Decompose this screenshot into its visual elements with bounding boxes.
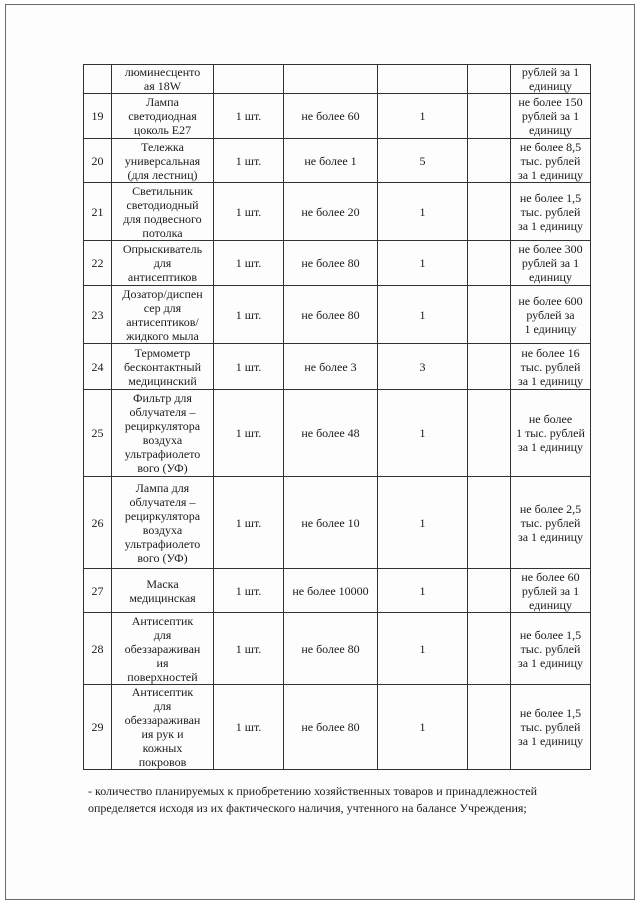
empty-cell bbox=[468, 65, 511, 94]
row-number: 26 bbox=[84, 477, 112, 569]
row-number: 29 bbox=[84, 685, 112, 770]
empty-cell bbox=[468, 569, 511, 613]
item-price: не более 1 тыс. рублей за 1 единицу bbox=[511, 390, 591, 477]
item-unit: 1 шт. bbox=[214, 94, 284, 139]
item-quantity bbox=[284, 65, 378, 94]
item-quantity: не более 20 bbox=[284, 183, 378, 241]
item-unit: 1 шт. bbox=[214, 613, 284, 685]
item-quantity: не более 3 bbox=[284, 344, 378, 390]
item-name: Лампа для облучателя – рециркулятора воздуха ультрафиолето вого (УФ) bbox=[112, 477, 214, 569]
empty-cell bbox=[468, 613, 511, 685]
item-price: не более 150 рублей за 1 единицу bbox=[511, 94, 591, 139]
item-name: Антисептик для обеззараживан ия поверхностей bbox=[112, 613, 214, 685]
table-row bbox=[84, 286, 591, 344]
item-name: люминесценто ая 18W bbox=[112, 65, 214, 94]
item-unit: 1 шт. bbox=[214, 390, 284, 477]
row-number: 20 bbox=[84, 139, 112, 183]
item-quantity: не более 10 bbox=[284, 477, 378, 569]
row-number: 27 bbox=[84, 569, 112, 613]
row-number: 23 bbox=[84, 286, 112, 344]
item-quantity: не более 48 bbox=[284, 390, 378, 477]
item-unit: 1 шт. bbox=[214, 241, 284, 286]
item-quantity: не более 80 bbox=[284, 685, 378, 770]
table-row bbox=[84, 569, 591, 613]
item-price: не более 2,5 тыс. рублей за 1 единицу bbox=[511, 477, 591, 569]
item-quantity: не более 1 bbox=[284, 139, 378, 183]
row-number: 19 bbox=[84, 94, 112, 139]
item-quantity: не более 60 bbox=[284, 94, 378, 139]
item-name: Дозатор/диспен сер для антисептиков/ жидкого мыла bbox=[112, 286, 214, 344]
item-unit: 1 шт. bbox=[214, 286, 284, 344]
supplies-table bbox=[83, 64, 591, 770]
table-row bbox=[84, 613, 591, 685]
item-name: Светильник светодиодный для подвесного потолка bbox=[112, 183, 214, 241]
item-term: 1 bbox=[378, 569, 468, 613]
row-number bbox=[84, 65, 112, 94]
item-price: не более 60 рублей за 1 единицу bbox=[511, 569, 591, 613]
table-row bbox=[84, 94, 591, 139]
empty-cell bbox=[468, 183, 511, 241]
item-unit: 1 шт. bbox=[214, 685, 284, 770]
item-quantity: не более 10000 bbox=[284, 569, 378, 613]
item-name: Маска медицинская bbox=[112, 569, 214, 613]
item-term: 3 bbox=[378, 344, 468, 390]
table-row bbox=[84, 65, 591, 94]
item-quantity: не более 80 bbox=[284, 286, 378, 344]
item-unit: 1 шт. bbox=[214, 344, 284, 390]
item-name: Фильтр для облучателя – рециркулятора воздуха ультрафиолето вого (УФ) bbox=[112, 390, 214, 477]
item-unit: 1 шт. bbox=[214, 477, 284, 569]
row-number: 28 bbox=[84, 613, 112, 685]
row-number: 24 bbox=[84, 344, 112, 390]
item-term: 1 bbox=[378, 94, 468, 139]
item-price: рублей за 1 единицу bbox=[511, 65, 591, 94]
item-price: не более 300 рублей за 1 единицу bbox=[511, 241, 591, 286]
table-row bbox=[84, 390, 591, 477]
empty-cell bbox=[468, 685, 511, 770]
item-unit bbox=[214, 65, 284, 94]
item-price: не более 16 тыс. рублей за 1 единицу bbox=[511, 344, 591, 390]
empty-cell bbox=[468, 94, 511, 139]
table-row bbox=[84, 241, 591, 286]
item-price: не более 600 рублей за 1 единицу bbox=[511, 286, 591, 344]
item-term: 5 bbox=[378, 139, 468, 183]
item-quantity: не более 80 bbox=[284, 613, 378, 685]
empty-cell bbox=[468, 344, 511, 390]
empty-cell bbox=[468, 477, 511, 569]
item-name: Термометр бесконтактный медицинский bbox=[112, 344, 214, 390]
item-term: 1 bbox=[378, 477, 468, 569]
item-term bbox=[378, 65, 468, 94]
item-term: 1 bbox=[378, 241, 468, 286]
table-row bbox=[84, 685, 591, 770]
item-price: не более 1,5 тыс. рублей за 1 единицу bbox=[511, 613, 591, 685]
item-term: 1 bbox=[378, 685, 468, 770]
item-name: Опрыскиватель для антисептиков bbox=[112, 241, 214, 286]
item-term: 1 bbox=[378, 183, 468, 241]
item-price: не более 8,5 тыс. рублей за 1 единицу bbox=[511, 139, 591, 183]
empty-cell bbox=[468, 390, 511, 477]
row-number: 22 bbox=[84, 241, 112, 286]
footnote-text: - количество планируемых к приобретению хозяйственных товаров и принадлежностей определяется исходя из их фактического наличия, учтенного на балансе Учреждения; bbox=[88, 784, 537, 815]
empty-cell bbox=[468, 286, 511, 344]
table-row bbox=[84, 477, 591, 569]
row-number: 25 bbox=[84, 390, 112, 477]
item-unit: 1 шт. bbox=[214, 183, 284, 241]
item-name: Антисептик для обеззараживан ия рук и кожных покровов bbox=[112, 685, 214, 770]
item-quantity: не более 80 bbox=[284, 241, 378, 286]
empty-cell bbox=[468, 241, 511, 286]
table-row bbox=[84, 139, 591, 183]
item-price: не более 1,5 тыс. рублей за 1 единицу bbox=[511, 685, 591, 770]
item-name: Лампа светодиодная цоколь E27 bbox=[112, 94, 214, 139]
item-unit: 1 шт. bbox=[214, 139, 284, 183]
item-term: 1 bbox=[378, 286, 468, 344]
row-number: 21 bbox=[84, 183, 112, 241]
item-unit: 1 шт. bbox=[214, 569, 284, 613]
table-row bbox=[84, 183, 591, 241]
item-term: 1 bbox=[378, 390, 468, 477]
empty-cell bbox=[468, 139, 511, 183]
item-name: Тележка универсальная (для лестниц) bbox=[112, 139, 214, 183]
item-term: 1 bbox=[378, 613, 468, 685]
item-price: не более 1,5 тыс. рублей за 1 единицу bbox=[511, 183, 591, 241]
table-row bbox=[84, 344, 591, 390]
